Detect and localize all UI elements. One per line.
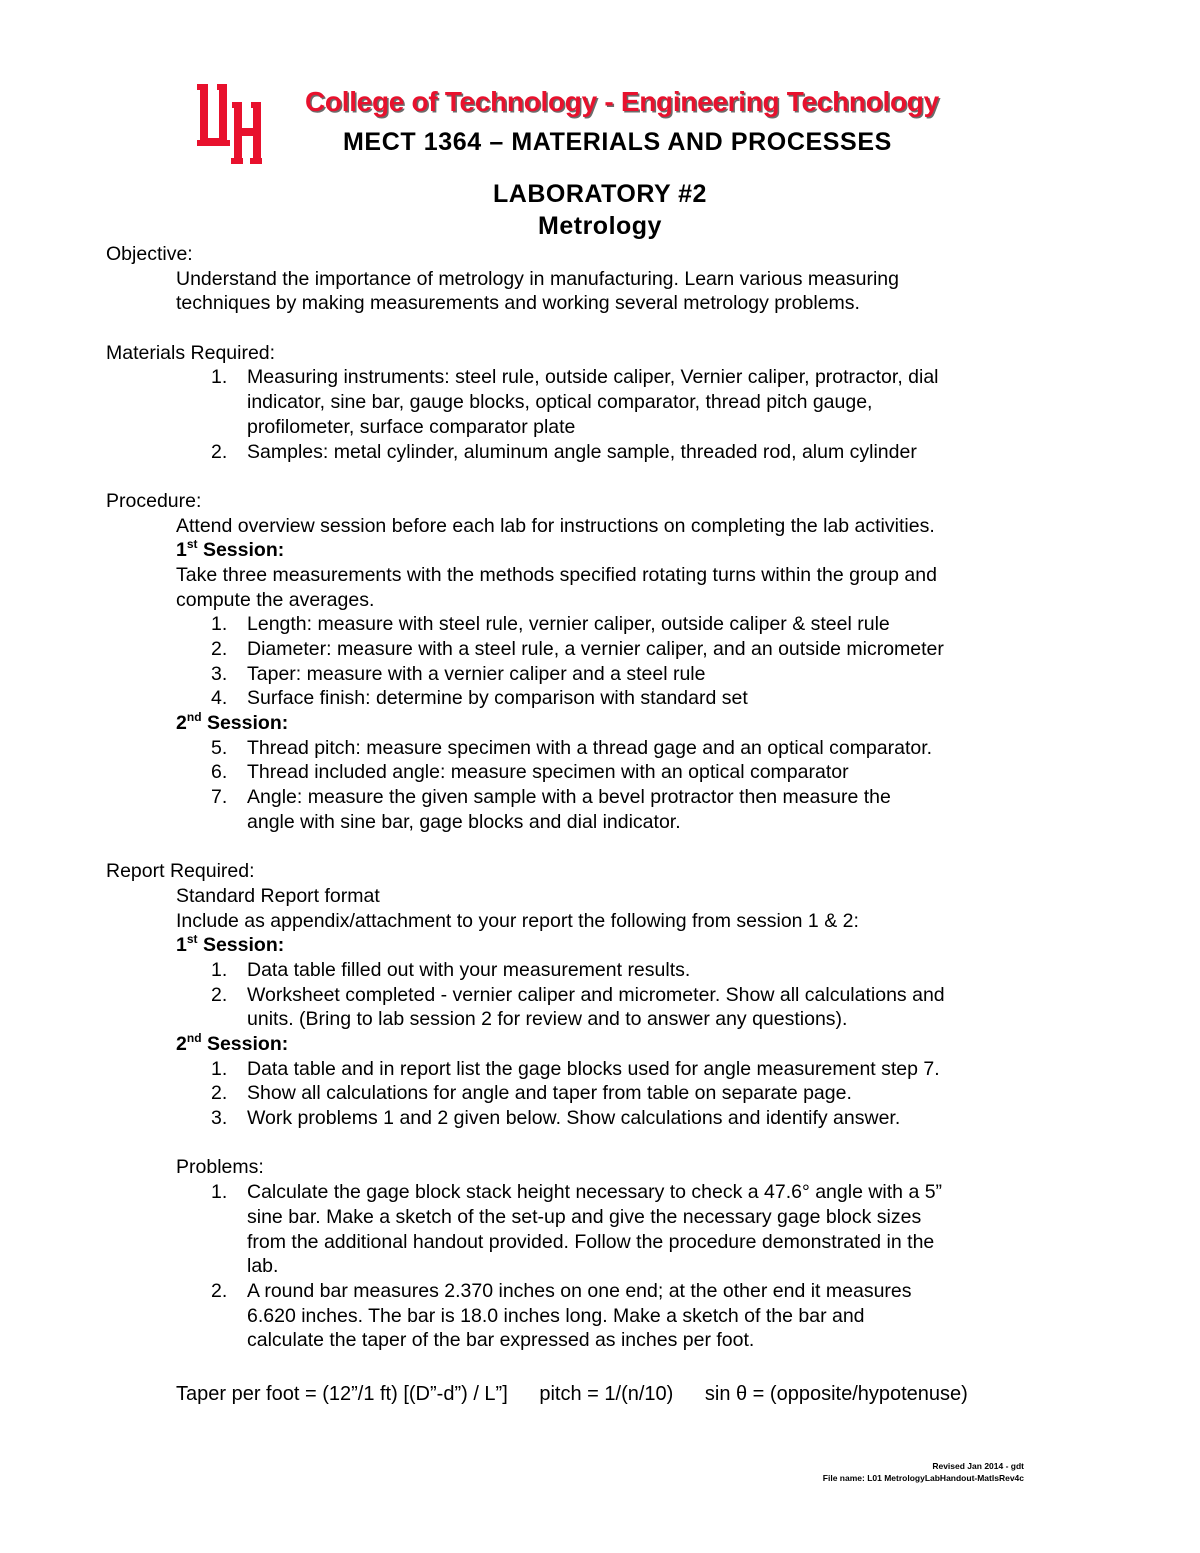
- list-item: [106, 983, 1106, 1008]
- list-text: Angle: measure the given sample with a bevel protractor then measure the: [247, 786, 891, 809]
- list-text-cont: angle with sine bar, gage blocks and dial indicator.: [247, 810, 681, 833]
- list-number: 1.: [211, 366, 228, 389]
- list-text: Measuring instruments: steel rule, outside caliper, Vernier caliper, protractor, dial: [247, 366, 939, 389]
- sine-formula: sin θ = (opposite/hypotenuse): [704, 1382, 968, 1405]
- session-heading: 2nd Session:: [176, 710, 289, 735]
- list-item: [106, 785, 1106, 810]
- lab-number: LABORATORY #2: [493, 180, 707, 208]
- list-text: Surface finish: determine by comparison with standard set: [247, 687, 748, 710]
- list-text-cont: units. (Bring to lab session 2 for review and to answer any questions).: [247, 1008, 848, 1031]
- uh-logo: [197, 84, 263, 164]
- list-number: 2.: [211, 1082, 228, 1105]
- session-heading: 1st Session:: [176, 932, 285, 957]
- list-text: Taper: measure with a vernier caliper and a steel rule: [247, 662, 706, 685]
- objective-heading: Objective:: [106, 243, 193, 265]
- list-text: Thread included angle: measure specimen with an optical comparator: [247, 761, 849, 784]
- session-heading: 1st Session:: [176, 537, 285, 562]
- list-item: [106, 1180, 1106, 1205]
- list-number: 3.: [211, 1107, 228, 1130]
- session-intro: compute the averages.: [176, 588, 375, 611]
- pitch-formula: pitch = 1/(n/10): [539, 1382, 674, 1405]
- list-item: [106, 1106, 1106, 1131]
- list-number: 1.: [211, 958, 228, 981]
- list-text: A round bar measures 2.370 inches on one end; at the other end it measures: [247, 1279, 912, 1302]
- list-item: [106, 686, 1106, 711]
- list-text: Diameter: measure with a steel rule, a vernier caliper, and an outside micrometer: [247, 638, 944, 660]
- list-item: [106, 736, 1106, 761]
- list-number: 5.: [211, 736, 228, 759]
- list-number: 1.: [211, 1057, 228, 1080]
- procedure-heading: Procedure:: [106, 489, 202, 512]
- list-item: [106, 958, 1106, 983]
- list-text-cont: indicator, sine bar, gauge blocks, optical comparator, thread pitch gauge,: [247, 391, 873, 414]
- list-text-cont: 6.620 inches. The bar is 18.0 inches long. Make a sketch of the bar and: [247, 1304, 865, 1327]
- list-text: Length: measure with steel rule, vernier caliper, outside caliper & steel rule: [247, 613, 890, 636]
- list-text: Work problems 1 and 2 given below. Show calculations and identify answer.: [247, 1107, 901, 1130]
- report-format: Standard Report format: [176, 884, 380, 907]
- list-text: Worksheet completed - vernier caliper and micrometer. Show all calculations and: [247, 983, 945, 1006]
- report-appendix: Include as appendix/attachment to your report the following from session 1 & 2:: [176, 909, 859, 932]
- report-heading: Report Required:: [106, 860, 255, 883]
- list-text: Thread pitch: measure specimen with a thread gage and an optical comparator.: [247, 736, 933, 759]
- list-item: [106, 1081, 1106, 1106]
- list-item: [106, 440, 1106, 465]
- list-item: [106, 662, 1106, 687]
- course-title: MECT 1364 – MATERIALS AND PROCESSES: [343, 128, 892, 156]
- list-text-cont: calculate the taper of the bar expressed as inches per foot.: [247, 1329, 755, 1352]
- formula-line: [106, 1382, 1106, 1407]
- list-item: [106, 365, 1106, 390]
- problems-heading: Problems:: [176, 1156, 264, 1179]
- list-number: 6.: [211, 761, 228, 784]
- list-item: [106, 1057, 1106, 1082]
- list-text-cont: from the additional handout provided. Follow the procedure demonstrated in the: [247, 1230, 935, 1253]
- list-text-cont: lab.: [247, 1255, 279, 1278]
- objective-line: techniques by making measurements and working several metrology problems.: [176, 292, 860, 315]
- list-item: [106, 760, 1106, 785]
- objective-line: Understand the importance of metrology in manufacturing. Learn various measuring: [176, 267, 899, 290]
- list-text: Calculate the gage block stack height necessary to check a 47.6° angle with a 5”: [247, 1181, 943, 1204]
- materials-heading: Materials Required:: [106, 341, 276, 364]
- list-item: [106, 1279, 1106, 1304]
- list-text-cont: sine bar. Make a sketch of the set-up and give the necessary gage block sizes: [247, 1205, 922, 1228]
- lab-title: Metrology: [538, 212, 662, 240]
- procedure-intro: Attend overview session before each lab for instructions on completing the lab activities.: [176, 514, 935, 537]
- college-title: College of Technology - Engineering Technology: [305, 86, 939, 117]
- list-number: 1.: [211, 1181, 228, 1204]
- list-number: 7.: [211, 786, 228, 809]
- session-heading: 2nd Session:: [176, 1031, 289, 1055]
- list-number: 4.: [211, 687, 228, 710]
- list-text: Samples: metal cylinder, aluminum angle sample, threaded rod, alum cylinder: [247, 440, 917, 463]
- list-text-cont: profilometer, surface comparator plate: [247, 415, 576, 438]
- list-item: [106, 612, 1106, 637]
- list-number: 2.: [211, 638, 228, 660]
- list-item: [106, 637, 1106, 662]
- document-body: [106, 242, 1106, 1406]
- list-number: 2.: [211, 440, 228, 463]
- taper-formula: Taper per foot = (12”/1 ft) [(D”-d”) / L”]: [176, 1382, 508, 1405]
- revision-note: Revised Jan 2014 - gdt: [932, 1461, 1024, 1471]
- session-intro: Take three measurements with the methods specified rotating turns within the group and: [176, 563, 937, 586]
- list-text: Data table filled out with your measurement results.: [247, 958, 691, 981]
- list-text: Data table and in report list the gage blocks used for angle measurement step 7.: [247, 1057, 940, 1080]
- list-number: 3.: [211, 662, 228, 685]
- file-name: File name: L01 MetrologyLabHandout-MatlsRev4c: [822, 1473, 1024, 1483]
- footer: [823, 1460, 1024, 1484]
- list-number: 2.: [211, 983, 228, 1006]
- lab-heading: [0, 178, 1200, 242]
- list-number: 1.: [211, 613, 228, 636]
- list-number: 2.: [211, 1279, 228, 1302]
- list-text: Show all calculations for angle and taper from table on separate page.: [247, 1082, 852, 1105]
